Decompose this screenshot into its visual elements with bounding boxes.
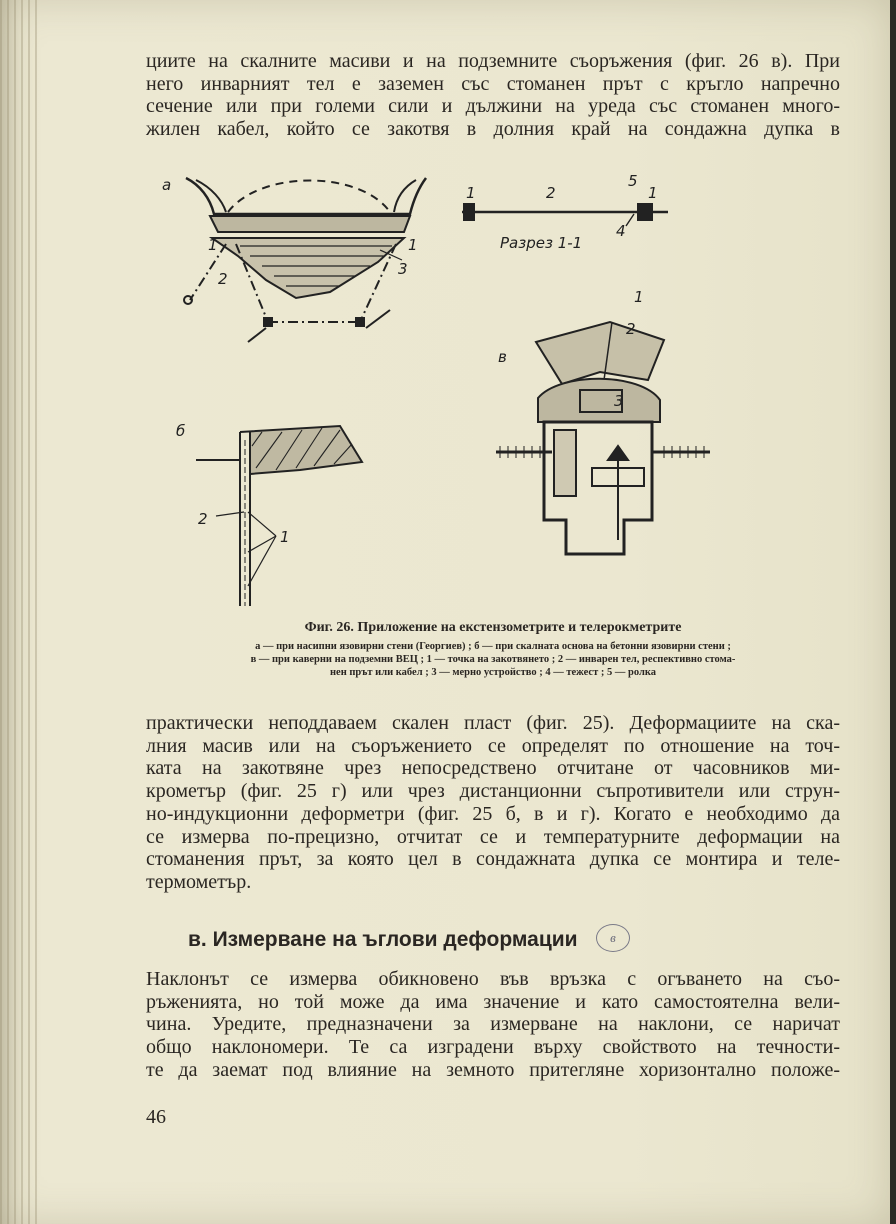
text-line: стоманения прът, за която цел в сондажната дупка се монтира и теле- [146,848,840,871]
text-line: практически неподдаваем скален пласт (фиг. 25). Деформациите на ска- [146,712,840,734]
caption-line: а — при насипни язовирни стени (Георгиев) ; б — при скалната основа на бетонни язовирни стени ; [255,641,731,652]
text-line: лния масив или на съоръжението се определят по отношение на точ- [146,734,840,757]
text-line: се измерва по-прецизно, отчитат се и температурните деформации на [146,825,840,848]
text-line: крометър (фиг. 25 г) или чрез дистанционни съпротивители или струн- [146,780,840,803]
text-line: него инварният тел е заземен със стоманен прът с кръгло напречно [146,72,840,95]
section-heading: в. Измерване на ъглови деформации [188,928,578,951]
fig-b-label-2: 2 [198,510,208,528]
figure-title: Фиг. 26. Приложение на екстензометрите и телерокметрите [304,620,682,635]
text-line: жилен кабел, който се закотвя в долния край на сондажна дупка в [146,118,840,141]
sec-label-4: 4 [616,222,626,240]
sec-label-2: 2 [546,184,556,202]
fig-label-3: 3 [398,260,408,278]
text-line: термометър. [146,870,252,893]
text-line: ръженията, но той може да има значение и като самостоятелна вели- [146,990,840,1013]
page-number: 46 [146,1106,166,1128]
text-line: сечение или при големи сили и дължини на уреда със стоманен много- [146,95,840,118]
text-line: те да заемат под влияние на земното притегляне хоризонтално положе- [146,1058,840,1081]
paragraph-middle [146,712,840,894]
text-line: Наклонът се измерва обикновено във връзка с огъването на съо- [146,968,840,990]
fig-label-2-left: 2 [218,270,228,288]
text-line: ката на закотвяне чрез непосредствено отчитане от часовников ми- [146,757,840,780]
sec-label-1-right: 1 [648,184,658,202]
text-line: общо наклономери. Те са изградени върху свойството на течности- [146,1036,840,1059]
section-caption: Разрез 1-1 [500,234,583,252]
fig-b-label-1: 1 [280,528,290,546]
fig-label-1-right: 1 [408,236,418,254]
sec-label-1-left: 1 [466,184,476,202]
fig-label-a: а [162,176,172,194]
fig-label-v: в [498,348,507,366]
sec-label-5: 5 [628,172,638,190]
fig-v-label-1: 1 [634,288,644,306]
figure-caption [146,640,840,679]
text-line: циите на скалните масиви и на подземните съоръжения (фиг. 26 в). При [146,50,840,72]
text-line: но-индукционни деформетри (фиг. 25 б, в и г). Когато е необходимо да [146,802,840,825]
fig-label-1-left: 1 [208,236,218,254]
caption-line: в — при каверни на подземни ВЕЦ ; 1 — точка на закотвянето ; 2 — инварен тел, респективно стома- [250,654,736,665]
fig-v-label-2: 2 [626,320,636,338]
paragraph-bottom [146,968,840,1082]
caption-line: нен прът или кабел ; 3 — мерно устройство ; 4 — тежест ; 5 — ролка [330,667,656,678]
text-line: чина. Уредите, предназначени за измерване на наклони, се наричат [146,1013,840,1036]
fig-v-label-3: 3 [614,392,624,410]
fig-label-b: б [176,422,186,440]
handwritten-mark: в [596,924,630,952]
